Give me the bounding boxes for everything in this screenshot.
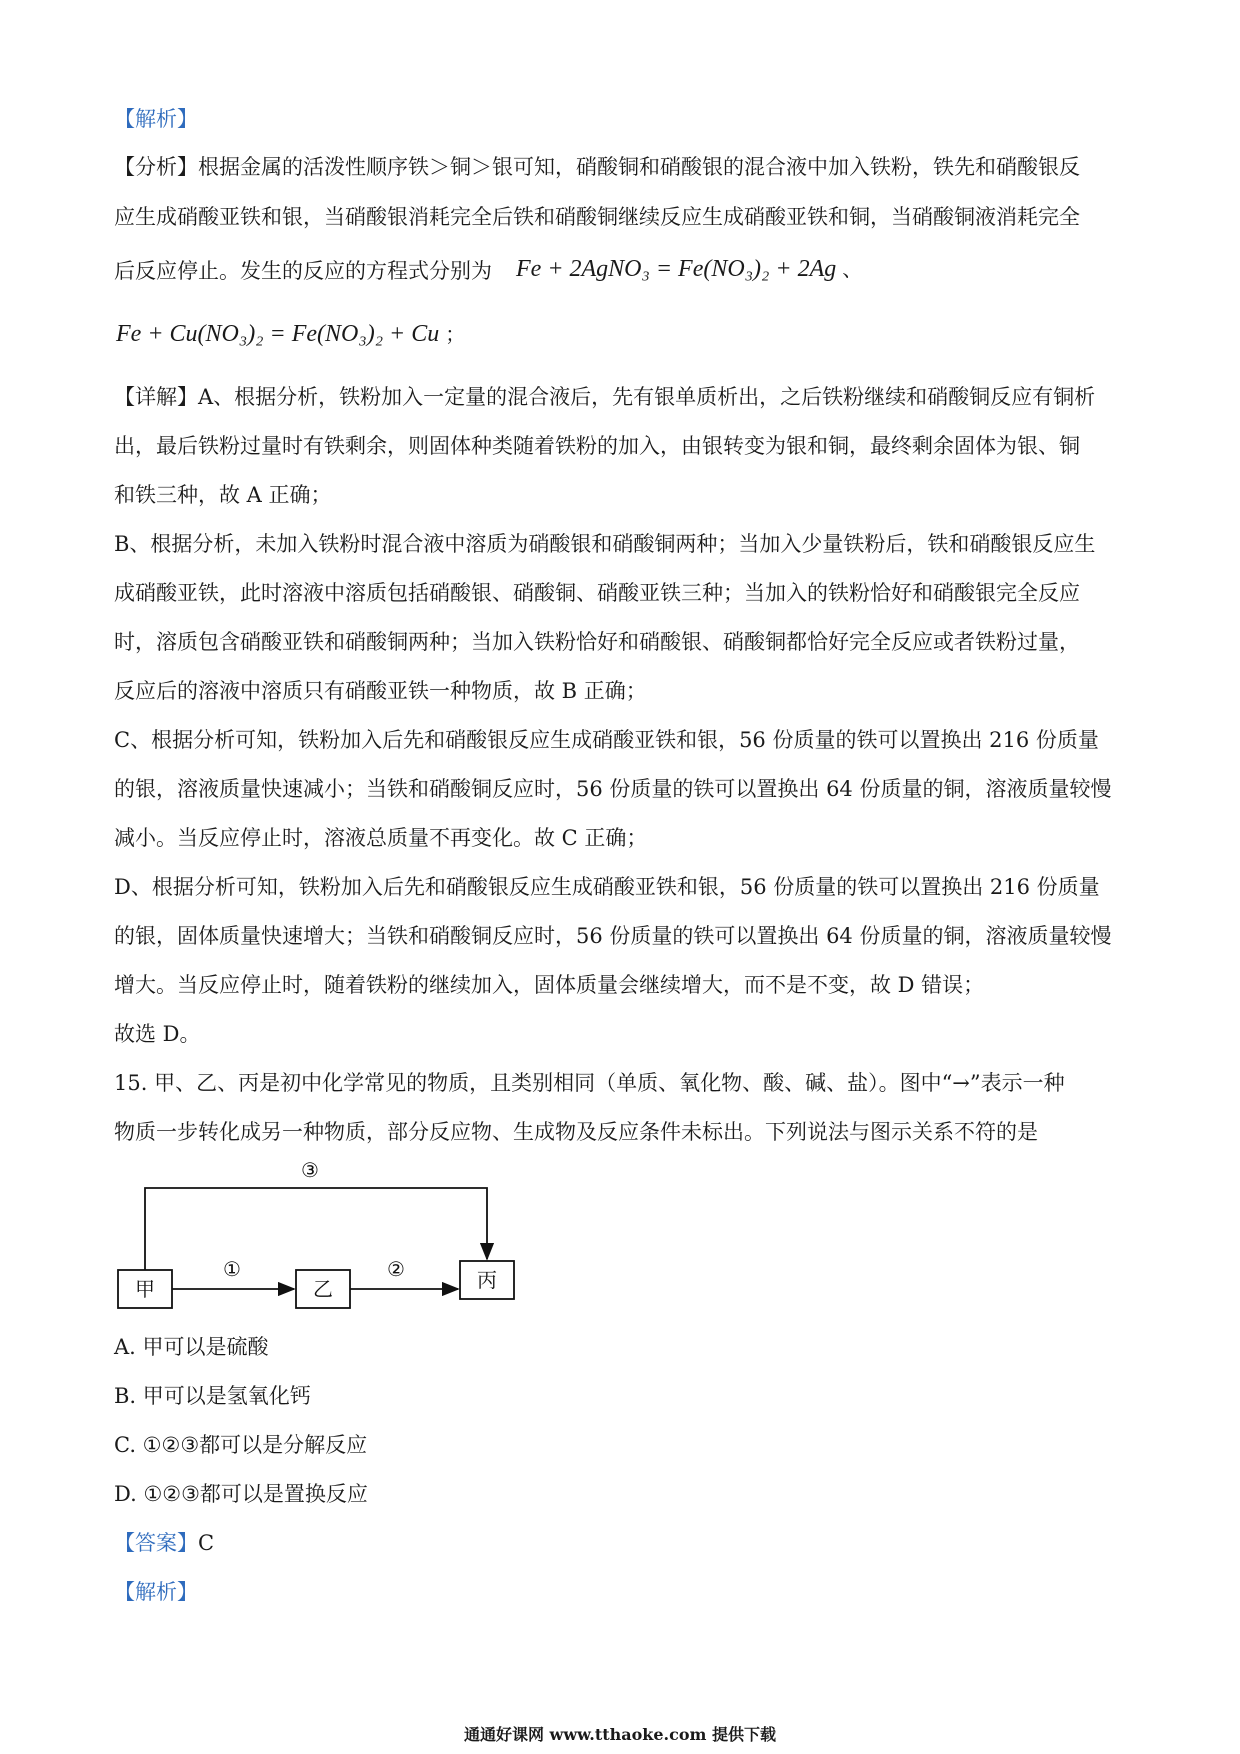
analysis-tag: 【分析】 <box>114 155 198 179</box>
detail-line-3: 和铁三种，故 A 正确； <box>114 483 332 507</box>
detail-line-13: 增大。当反应停止时，随着铁粉的继续加入，固体质量会继续增大，而不是不变，故 D 错误； <box>114 973 985 997</box>
arrow-label-2: ② <box>387 1257 405 1281</box>
equation-1-text: Fe + 2AgNO₃ = Fe(NO₃)₂ + 2Ag <box>516 256 837 282</box>
option-c: C. ①②③都可以是分解反应 <box>114 1433 368 1457</box>
node-yi-label: 乙 <box>313 1277 333 1301</box>
analysis-line-2: 应生成硝酸亚铁和银，当硝酸银消耗完全后铁和硝酸铜继续反应生成硝酸亚铁和铜，当硝酸铜液消耗完全 <box>114 205 1080 229</box>
answer-value: C <box>198 1531 215 1555</box>
equation-2-separator: ； <box>445 324 466 346</box>
question-line-1: 15. 甲、乙、丙是初中化学常见的物质，且类别相同（单质、氧化物、酸、碱、盐）。图中“→”表示一种 <box>114 1071 1065 1095</box>
detail-line-14: 故选 D。 <box>114 1022 201 1046</box>
detail-line-11: D、根据分析可知，铁粉加入后先和硝酸银反应生成硝酸亚铁和银，56 份质量的铁可以置换出 216 份质量 <box>114 875 1100 899</box>
page-footer: 通通好课网 www.tthaoke.com 提供下载 <box>463 1725 777 1744</box>
analysis-line-1 <box>114 152 1080 182</box>
answer-line <box>114 1528 214 1558</box>
detail-line-2: 出，最后铁粉过量时有铁剩余，则固体种类随着铁粉的加入，由银转变为银和铜，最终剩余固体为银、铜 <box>114 434 1080 458</box>
detail-line-8: C、根据分析可知，铁粉加入后先和硝酸银反应生成硝酸亚铁和银，56 份质量的铁可以置换出 216 份质量 <box>114 728 1099 752</box>
option-a: A. 甲可以是硫酸 <box>114 1335 269 1359</box>
equation-2-text: Fe + Cu(NO₃)₂ = Fe(NO₃)₂ + Cu <box>116 321 440 347</box>
arrow-label-1: ① <box>223 1257 241 1281</box>
equation-1 <box>516 253 862 283</box>
analysis-text-1: 根据金属的活泼性顺序铁＞铜＞银可知，硝酸铜和硝酸银的混合液中加入铁粉，铁先和硝酸银反 <box>198 155 1080 179</box>
analysis-line-3: 后反应停止。发生的反应的方程式分别为 <box>114 259 492 283</box>
equation-2 <box>116 318 465 348</box>
equation-1-separator: 、 <box>842 259 863 281</box>
detail-line-6: 时，溶质包含硝酸亚铁和硝酸铜两种；当加入铁粉恰好和硝酸银、硝酸铜都恰好完全反应或者铁粉过量， <box>114 630 1080 654</box>
arrow-3 <box>145 1188 487 1270</box>
conversion-diagram <box>110 1158 530 1318</box>
detail-line-9: 的银，溶液质量快速减小；当铁和硝酸铜反应时，56 份质量的铁可以置换出 64 份质量的铜，溶液质量较慢 <box>114 777 1112 801</box>
detail-line-12: 的银，固体质量快速增大；当铁和硝酸铜反应时，56 份质量的铁可以置换出 64 份质量的铜，溶液质量较慢 <box>114 924 1112 948</box>
option-b: B. 甲可以是氢氧化钙 <box>114 1384 311 1408</box>
detail-line-1 <box>114 382 1095 412</box>
answer-tag: 【答案】 <box>114 1531 198 1555</box>
node-bing-label: 丙 <box>477 1268 497 1292</box>
detail-tag: 【详解】 <box>114 385 198 409</box>
detail-text-1: A、根据分析，铁粉加入一定量的混合液后，先有银单质析出，之后铁粉继续和硝酸铜反应有铜析 <box>198 385 1096 409</box>
section-label-2: 【解析】 <box>114 1580 198 1604</box>
arrow-label-3: ③ <box>301 1158 319 1182</box>
detail-line-10: 减小。当反应停止时，溶液总质量不再变化。故 C 正确； <box>114 826 648 850</box>
option-d: D. ①②③都可以是置换反应 <box>114 1482 368 1506</box>
node-jia-label: 甲 <box>135 1277 155 1301</box>
detail-line-4: B、根据分析，未加入铁粉时混合液中溶质为硝酸银和硝酸铜两种；当加入少量铁粉后，铁和硝酸银反应生 <box>114 532 1096 556</box>
detail-line-7: 反应后的溶液中溶质只有硝酸亚铁一种物质，故 B 正确； <box>114 679 647 703</box>
question-line-2: 物质一步转化成另一种物质，部分反应物、生成物及反应条件未标出。下列说法与图示关系不符的是 <box>114 1120 1038 1144</box>
detail-line-5: 成硝酸亚铁，此时溶液中溶质包括硝酸银、硝酸铜、硝酸亚铁三种；当加入的铁粉恰好和硝酸银完全反应 <box>114 581 1080 605</box>
section-label: 【解析】 <box>114 107 198 131</box>
